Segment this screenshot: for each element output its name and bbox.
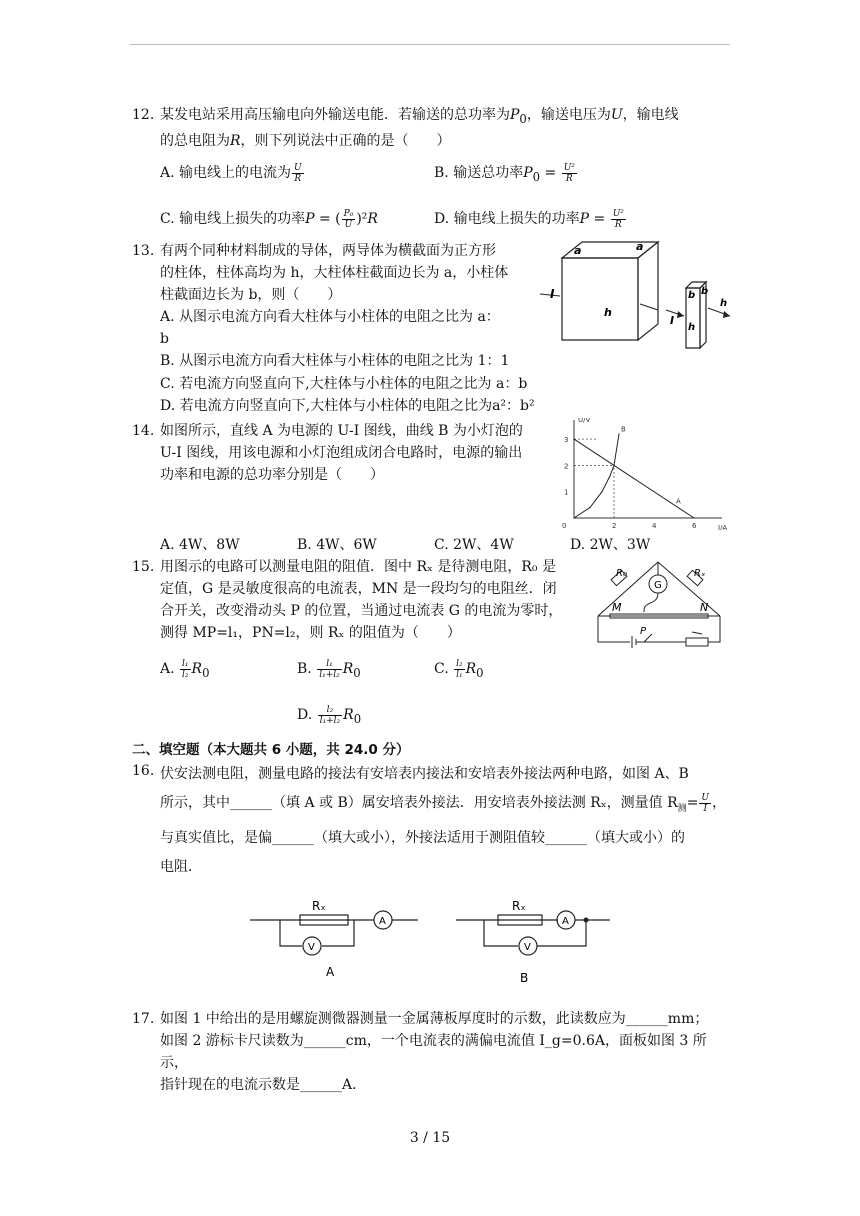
x-tick-label: 0: [562, 522, 567, 530]
svg-text:P: P: [640, 626, 647, 637]
option-d: D. 2W、3W: [570, 537, 651, 553]
option-a: A. 从图示电流方向看大柱体与小柱体的电阻之比为 a：: [160, 309, 500, 325]
question-number: 15.: [132, 559, 155, 575]
svg-text:Rₓ: Rₓ: [312, 899, 326, 913]
data-point: [589, 507, 590, 508]
option-d: D. 若电流方向竖直向下,大柱体与小柱体的电阻之比为a²：b²: [160, 398, 535, 414]
svg-text:h: h: [720, 298, 728, 309]
svg-text:N: N: [700, 601, 709, 614]
question-16: 16. 伏安法测电阻，测量电路的接法有安培表内接法和安培表外接法两种电路，如图 A、B 所示，其中______（填 A 或 B）属安培表外接法．用安培表外接法测 Rₓ，测量值 $R_测=$ $\frac{U}{I}$ ， 与真实值比，是偏______（填大或小），外接法适用于测阻值较______（填大或小）的 电阻．: [132, 760, 732, 882]
svg-text:b: b: [688, 290, 696, 301]
option-b: B. 从图示电流方向看大柱体与小柱体的电阻之比为 1：1: [160, 353, 510, 369]
y-tick-label: 3: [564, 436, 569, 445]
y-tick-label: 1: [564, 488, 569, 497]
series-line-a: [574, 439, 694, 518]
svg-text:h: h: [688, 322, 696, 333]
svg-text:V: V: [308, 942, 315, 953]
data-point: [601, 491, 602, 492]
option-a: A. 4W、8W: [160, 537, 240, 553]
option-c: C. 若电流方向竖直向下,大柱体与小柱体的电阻之比为 a：b: [160, 376, 528, 392]
option-b: B. $\frac{\text{l₁}}{\text{l₁+l₂}}$ $R_0$: [297, 658, 361, 680]
svg-text:G: G: [654, 580, 662, 591]
question-number: 12.: [132, 107, 155, 123]
svg-text:a: a: [574, 244, 582, 257]
svg-text:h: h: [604, 306, 612, 319]
y-axis-label: U/V: [578, 418, 591, 424]
series-label-b: B: [621, 425, 626, 434]
svg-text:A: A: [562, 916, 569, 927]
option-b: B. 输送总功率$P_0$ = $\frac{\text{U²}}{R}$: [434, 162, 575, 184]
question-12: [132, 104, 732, 152]
question-14: 14. 如图所示，直线 A 为电源的 U-I 图线，曲线 B 为小灯泡的 U-I 图线，用该电源和小灯泡组成闭合电路时，电源的输出 功率和电源的总功率分别是（ ）: [132, 420, 562, 486]
question-number: 13.: [132, 243, 155, 259]
x-tick-label: 2: [612, 522, 617, 530]
data-point: [613, 465, 614, 466]
svg-text:Rₓ: Rₓ: [512, 899, 526, 913]
y-tick-label: 2: [564, 462, 569, 471]
option-a: A. $\frac{\text{l₁}}{\text{l₂}}$ $R_0$: [160, 658, 210, 680]
section-title: 二、填空题（本大题共 6 小题，共 24.0 分）: [132, 742, 410, 758]
question-13: 13. 有两个同种材料制成的导体，两导体为横截面为正方形 的柱体，柱体高均为 h，大柱体柱截面边长为 a，小柱体 柱截面边长为 b，则（ ） A. 从图示电流方向看大柱体与小柱体的电阻之比为 a： b B. 从图示电流方向看大柱体与小柱体的电阻之比为 1：1: [132, 240, 552, 372]
bridge-circuit-figure: [588, 554, 734, 656]
svg-text:I: I: [670, 314, 675, 327]
question-stem: 某发电站采用高压输电向外输送电能．若输送的总功率为$P_0$，输送电压为U，输电线 的总电阻为R，则下列说法中正确的是（ ）: [160, 107, 679, 149]
svg-text:Rₓ: Rₓ: [694, 568, 706, 579]
question-17: 17. 如图 1 中给出的是用螺旋测微器测量一金属薄板厚度时的示数，此读数应为______mm； 如图 2 游标卡尺读数为______cm，一个电流表的满偏电流值 I_g=0.6A，面板如图 3 所示， 指针现在的电流示数是______A．: [132, 1008, 732, 1096]
circuit-figures-ab: [250, 890, 620, 986]
option-c: C. 输电线上损失的功率P = ( $\frac{\text{P₀}}{U}$ )²R: [160, 208, 378, 230]
svg-text:V: V: [524, 942, 531, 953]
svg-text:a: a: [636, 240, 644, 253]
option-d: D. $\frac{\text{l₂}}{\text{l₁+l₂}}$ $R_0$: [297, 704, 362, 726]
conductor-figure: [540, 236, 740, 356]
series-line-b: [574, 434, 619, 518]
question-number: 16.: [132, 763, 155, 779]
data-point: [618, 433, 619, 434]
svg-text:R₀: R₀: [616, 568, 627, 579]
question-number: 14.: [132, 423, 155, 439]
page-number: 3 / 15: [409, 1130, 451, 1146]
svg-text:b: b: [701, 286, 709, 297]
data-point: [693, 517, 694, 518]
data-point: [609, 475, 610, 476]
option-d: D. 输电线上损失的功率P = $\frac{\text{U²}}{R}$: [434, 208, 624, 230]
series-label-a: A: [676, 497, 681, 506]
ui-chart: [554, 418, 734, 530]
figure-label-a: A: [326, 965, 335, 979]
question-number: 17.: [132, 1011, 155, 1027]
figure-label-b: B: [520, 971, 529, 985]
option-a: A. 输电线上的电流为 $\frac{U}{R}$: [160, 162, 302, 184]
data-point: [573, 517, 574, 518]
option-c: C. $\frac{\text{l₂}}{\text{l₁}}$ $R_0$: [434, 658, 484, 680]
current-label: I: [550, 287, 555, 301]
option-b: B. 4W、6W: [297, 537, 377, 553]
x-tick-label: 4: [652, 522, 657, 530]
option-c: C. 2W、4W: [434, 537, 514, 553]
x-axis-label: I/A: [718, 524, 728, 530]
header-rule: [130, 44, 730, 45]
svg-text:A: A: [379, 916, 386, 927]
data-point: [573, 439, 574, 440]
question-15: 15. 用图示的电路可以测量电阻的阻值．图中 Rₓ 是待测电阻，R₀ 是 定值，G 是灵敏度很高的电流表，MN 是一段均匀的电阻丝．闭 合开关，改变滑动头 P 的位置，当通过电流表 G 的电流为零时， 测得 MP=l₁，PN=l₂，则 Rₓ 的阻值为（ ）: [132, 556, 572, 644]
svg-text:M: M: [612, 601, 622, 614]
x-tick-label: 6: [692, 522, 697, 530]
